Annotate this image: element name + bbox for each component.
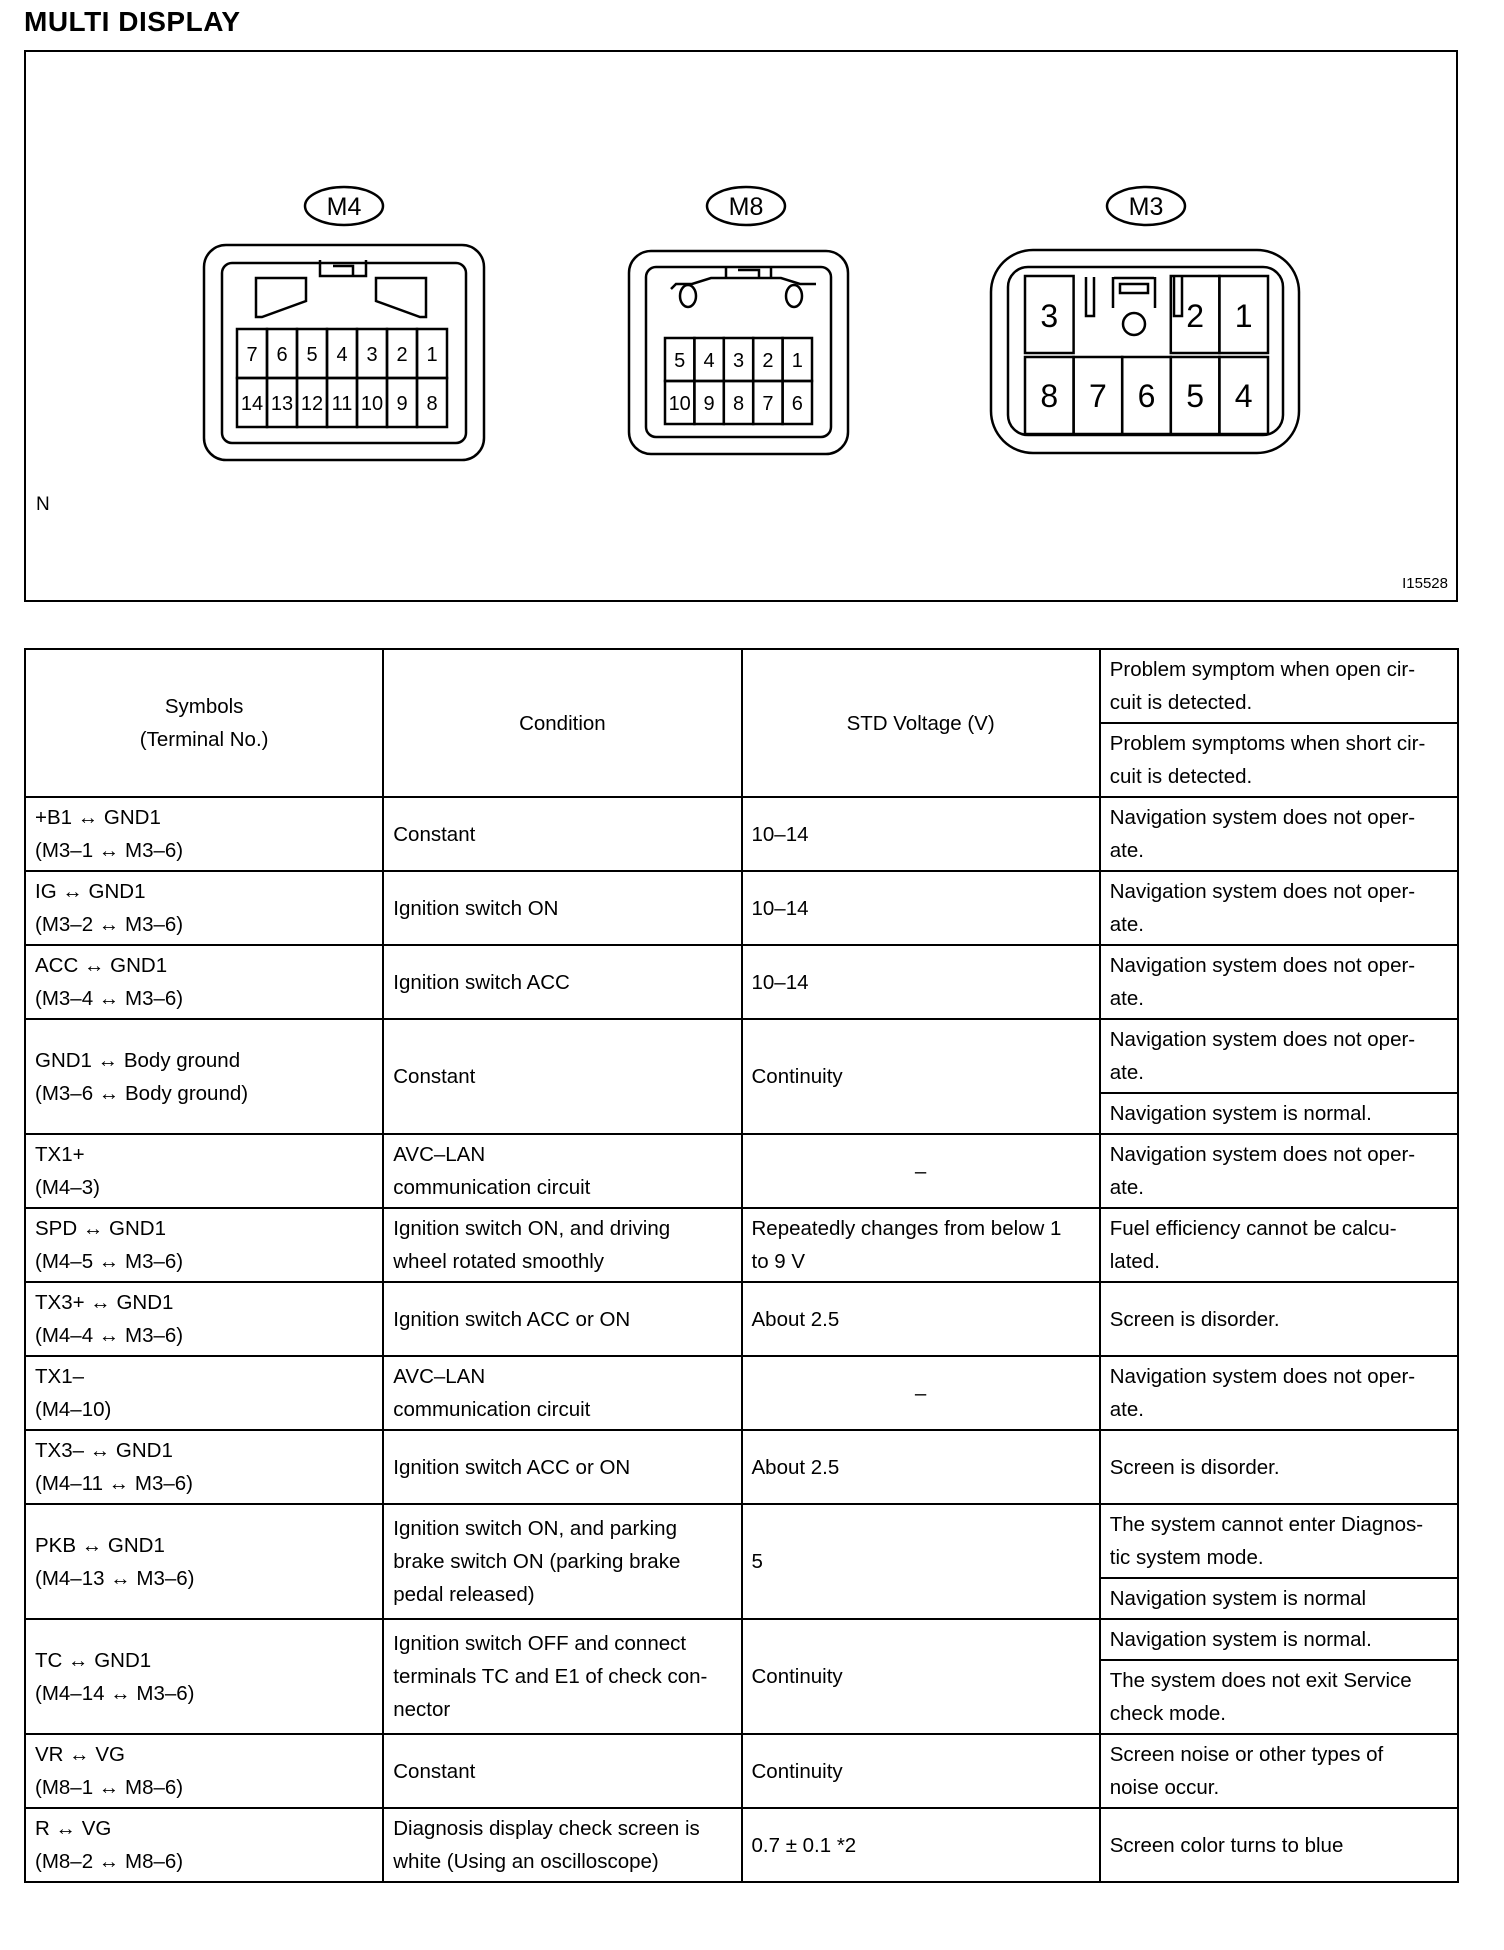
condition-cell: Constant (383, 1019, 741, 1134)
condition-cell: Ignition switch ACC or ON (383, 1282, 741, 1356)
symptom-cell: Navigation system does not oper- ate. (1100, 797, 1458, 871)
terminal-number: 7 (246, 344, 258, 366)
terminal-grid-m8 (665, 338, 812, 424)
symptom-cell: Navigation system does not oper- ate. (1100, 1134, 1458, 1208)
header-open-circuit: Problem symptom when open cir- cuit is detected. (1100, 649, 1458, 723)
symbol-cell: TX1+ (M4–3) (25, 1134, 383, 1208)
terminal-number: 8 (732, 393, 745, 415)
header-voltage: STD Voltage (V) (742, 649, 1100, 797)
voltage-cell: About 2.5 (742, 1430, 1100, 1504)
connector-drawing (26, 52, 1456, 600)
symptom-cell: Navigation system does not oper- ate. (1100, 945, 1458, 1019)
header-short-circuit: Problem symptoms when short cir- cuit is detected. (1100, 723, 1458, 797)
voltage-cell: 5 (742, 1504, 1100, 1619)
terminal-spec-table (24, 648, 1459, 1883)
symptom-cell: Navigation system does not oper- ate. (1100, 1356, 1458, 1430)
condition-cell: Ignition switch ON, and driving wheel rotated smoothly (383, 1208, 741, 1282)
symptom-cell: The system does not exit Service check mode. (1100, 1660, 1458, 1734)
terminal-number: 9 (396, 393, 408, 415)
symbol-cell: +B1 ↔ GND1 (M3–1 ↔ M3–6) (25, 797, 383, 871)
terminal-number: 2 (1186, 298, 1204, 334)
symbol-cell: IG ↔ GND1 (M3–2 ↔ M3–6) (25, 871, 383, 945)
voltage-cell: – (742, 1356, 1100, 1430)
symbol-cell: PKB ↔ GND1 (M4–13 ↔ M3–6) (25, 1504, 383, 1619)
symbol-cell: TC ↔ GND1 (M4–14 ↔ M3–6) (25, 1619, 383, 1734)
voltage-cell: Repeatedly changes from below 1 to 9 V (742, 1208, 1100, 1282)
condition-cell: Ignition switch ACC or ON (383, 1430, 741, 1504)
symptom-cell: Navigation system is normal. (1100, 1093, 1458, 1134)
condition-cell: Ignition switch ON, and parking brake switch ON (parking brake pedal released) (383, 1504, 741, 1619)
terminal-grid-m3 (1025, 276, 1268, 434)
table-row (25, 1619, 1458, 1660)
symptom-cell: Navigation system does not oper- ate. (1100, 871, 1458, 945)
symptom-cell: Navigation system is normal. (1100, 1619, 1458, 1660)
symbol-cell: SPD ↔ GND1 (M4–5 ↔ M3–6) (25, 1208, 383, 1282)
table-row (25, 1282, 1458, 1356)
symptom-cell: The system cannot enter Diagnos- tic system mode. (1100, 1504, 1458, 1578)
voltage-cell: 10–14 (742, 797, 1100, 871)
terminal-number: 8 (426, 393, 438, 415)
header-row (25, 649, 1458, 723)
symptom-cell: Screen color turns to blue (1100, 1808, 1458, 1882)
terminal-number: 3 (1040, 298, 1059, 334)
terminal-number: 5 (674, 350, 686, 372)
terminal-number: 5 (1186, 378, 1204, 414)
table-row (25, 1504, 1458, 1578)
terminal-number: 3 (366, 344, 378, 366)
spec-table-body (25, 649, 1458, 1882)
terminal-number: 3 (732, 350, 745, 372)
terminal-number: 4 (703, 350, 715, 372)
table-row (25, 1134, 1458, 1208)
condition-cell: Constant (383, 797, 741, 871)
terminal-number: 7 (762, 393, 774, 415)
terminal-number: 1 (426, 344, 438, 366)
symbol-cell: GND1 ↔ Body ground (M3–6 ↔ Body ground) (25, 1019, 383, 1134)
terminal-number: 4 (336, 344, 348, 366)
terminal-number: 2 (396, 344, 408, 366)
terminal-number: 6 (791, 393, 803, 415)
condition-cell: Ignition switch OFF and connect terminals TC and E1 of check con- nector (383, 1619, 741, 1734)
terminal-number: 2 (762, 350, 774, 372)
table-row (25, 1734, 1458, 1808)
table-row (25, 1019, 1458, 1093)
voltage-cell: – (742, 1134, 1100, 1208)
voltage-cell: Continuity (742, 1619, 1100, 1734)
symbol-cell: TX3+ ↔ GND1 (M4–4 ↔ M3–6) (25, 1282, 383, 1356)
table-row (25, 1208, 1458, 1282)
symbol-cell: TX1– (M4–10) (25, 1356, 383, 1430)
terminal-number: 12 (300, 393, 324, 415)
condition-cell: Ignition switch ON (383, 871, 741, 945)
condition-cell: Diagnosis display check screen is white (Using an oscilloscope) (383, 1808, 741, 1882)
terminal-number: 10 (360, 393, 384, 415)
connector-label-m8: M8 (728, 193, 764, 221)
terminal-number: 4 (1234, 378, 1253, 414)
terminal-number: 8 (1040, 378, 1059, 414)
view-label: N (36, 494, 50, 515)
table-row (25, 945, 1458, 1019)
terminal-number: 1 (1234, 298, 1253, 334)
terminal-number: 6 (1137, 378, 1156, 414)
table-row (25, 1808, 1458, 1882)
terminal-number: 6 (276, 344, 288, 366)
voltage-cell: 10–14 (742, 871, 1100, 945)
symbol-cell: R ↔ VG (M8–2 ↔ M8–6) (25, 1808, 383, 1882)
terminal-number: 14 (240, 393, 264, 415)
symptom-cell: Navigation system does not oper- ate. (1100, 1019, 1458, 1093)
condition-cell: Constant (383, 1734, 741, 1808)
condition-cell: AVC–LAN communication circuit (383, 1134, 741, 1208)
condition-cell: Ignition switch ACC (383, 945, 741, 1019)
symbol-cell: TX3– ↔ GND1 (M4–11 ↔ M3–6) (25, 1430, 383, 1504)
symbol-cell: ACC ↔ GND1 (M3–4 ↔ M3–6) (25, 945, 383, 1019)
voltage-cell: Continuity (742, 1734, 1100, 1808)
symptom-cell: Screen noise or other types of noise occur. (1100, 1734, 1458, 1808)
terminal-number: 5 (306, 344, 318, 366)
condition-cell: AVC–LAN communication circuit (383, 1356, 741, 1430)
voltage-cell: 0.7 ± 0.1 *2 (742, 1808, 1100, 1882)
terminal-number: 7 (1089, 378, 1107, 414)
header-condition: Condition (383, 649, 741, 797)
symptom-cell: Screen is disorder. (1100, 1282, 1458, 1356)
voltage-cell: 10–14 (742, 945, 1100, 1019)
symptom-cell: Screen is disorder. (1100, 1430, 1458, 1504)
connector-label-m3: M3 (1128, 193, 1164, 221)
page-title: MULTI DISPLAY (24, 6, 241, 37)
voltage-cell: About 2.5 (742, 1282, 1100, 1356)
header-symbols: Symbols (Terminal No.) (25, 649, 383, 797)
table-row (25, 1430, 1458, 1504)
terminal-grid-m4 (237, 329, 447, 427)
connector-label-m4: M4 (326, 193, 362, 221)
terminal-number: 10 (668, 393, 691, 415)
terminal-number: 1 (791, 350, 803, 372)
symptom-cell: Navigation system is normal (1100, 1578, 1458, 1619)
connector-m4 (204, 187, 484, 460)
table-row (25, 871, 1458, 945)
symbol-cell: VR ↔ VG (M8–1 ↔ M8–6) (25, 1734, 383, 1808)
terminal-number: 11 (331, 393, 353, 415)
symptom-cell: Fuel efficiency cannot be calcu- lated. (1100, 1208, 1458, 1282)
table-row (25, 797, 1458, 871)
terminal-number: 13 (270, 393, 294, 415)
table-row (25, 1356, 1458, 1430)
terminal-number: 9 (703, 393, 715, 415)
connector-diagram (24, 50, 1458, 602)
voltage-cell: Continuity (742, 1019, 1100, 1134)
figure-code: I15528 (1402, 575, 1448, 592)
